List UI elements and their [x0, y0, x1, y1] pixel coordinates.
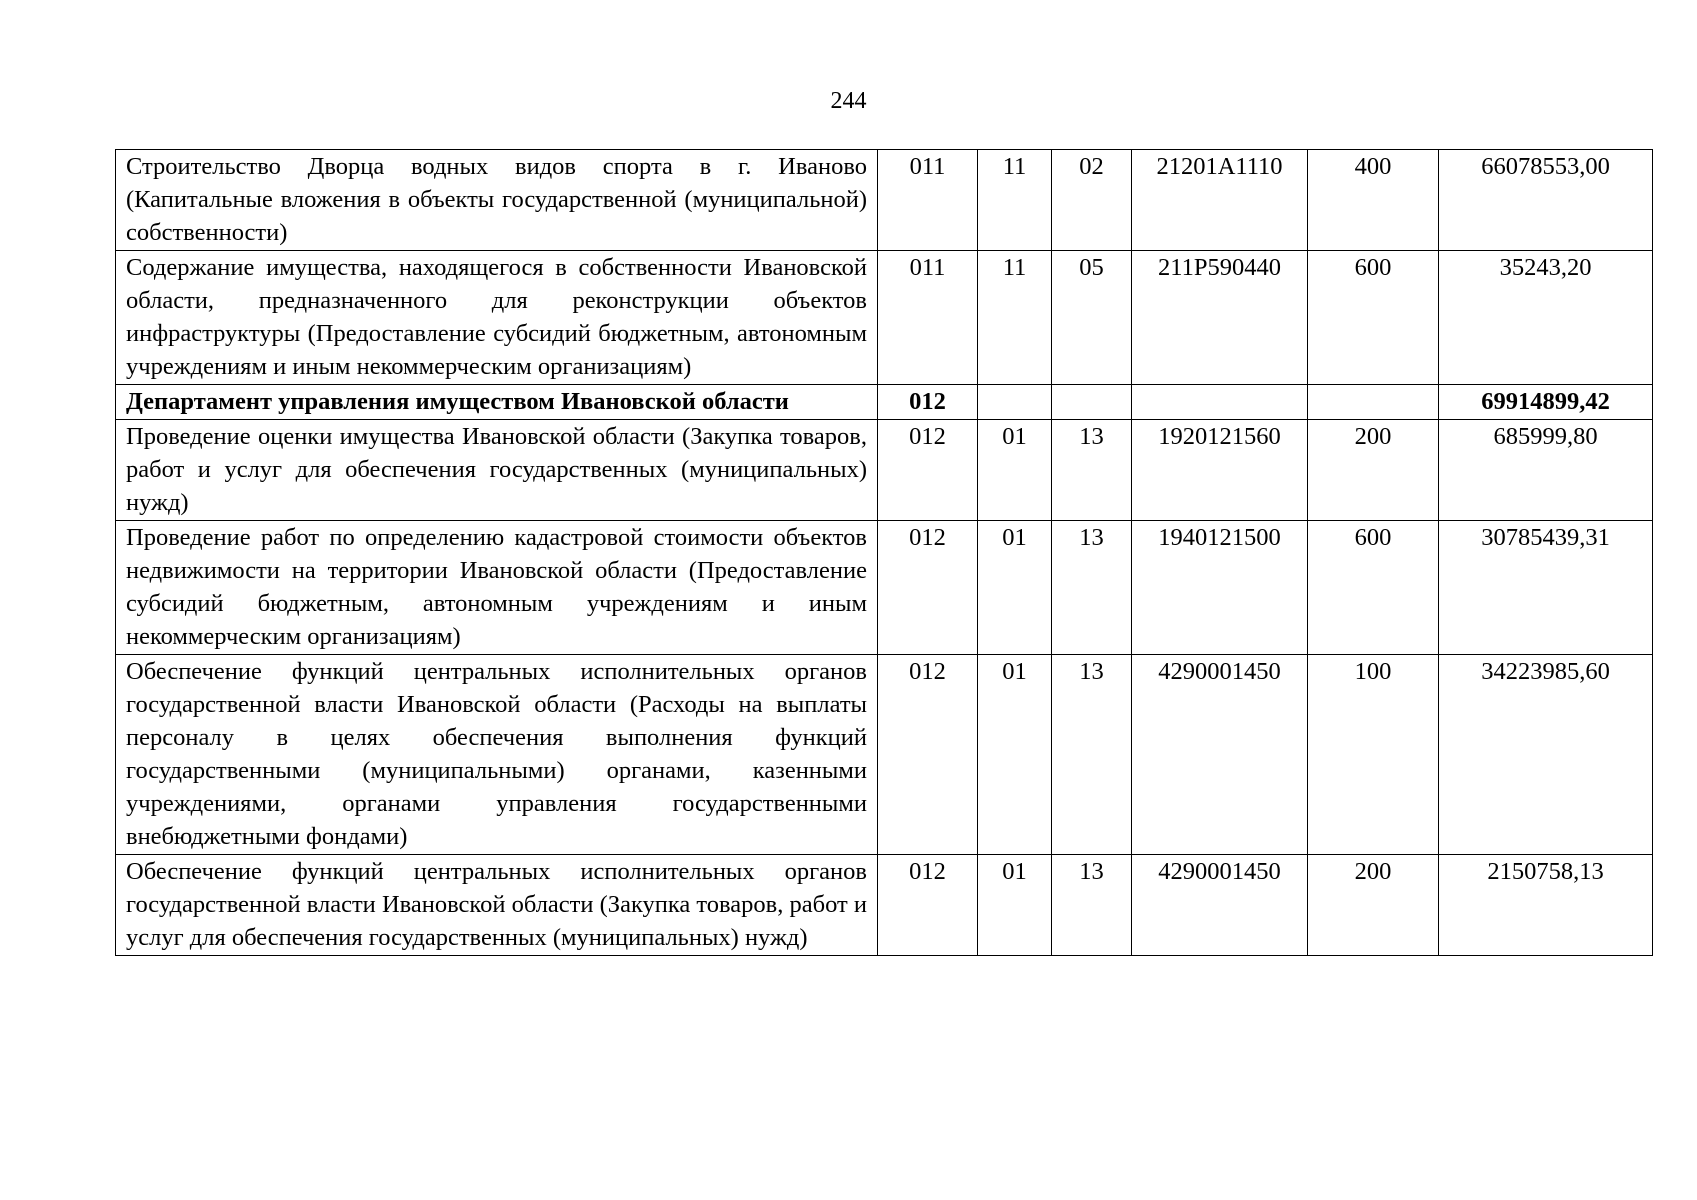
target-article-code — [1132, 385, 1308, 420]
table-row — [116, 655, 1653, 855]
ministry-code: 012 — [878, 521, 978, 655]
ministry-code: 012 — [878, 655, 978, 855]
ministry-code: 011 — [878, 251, 978, 385]
section-code: 11 — [978, 150, 1052, 251]
row-description: Обеспечение функций центральных исполнительных органов государственной власти Ивановской области (Закупка товаров, работ и услуг для обеспечения государственных (муниципальных) нужд) — [116, 855, 878, 956]
subsection-code: 13 — [1052, 855, 1132, 956]
table-row — [116, 521, 1653, 655]
amount: 69914899,42 — [1439, 385, 1653, 420]
target-article-code: 4290001450 — [1132, 655, 1308, 855]
ministry-code: 012 — [878, 385, 978, 420]
expense-type-code: 600 — [1308, 251, 1439, 385]
subsection-code: 13 — [1052, 655, 1132, 855]
expense-type-code: 600 — [1308, 521, 1439, 655]
amount: 2150758,13 — [1439, 855, 1653, 956]
table-row — [116, 251, 1653, 385]
ministry-code: 012 — [878, 420, 978, 521]
target-article-code: 1920121560 — [1132, 420, 1308, 521]
table-row — [116, 420, 1653, 521]
section-code: 01 — [978, 420, 1052, 521]
row-description: Департамент управления имуществом Ивановской области — [116, 385, 878, 420]
amount: 685999,80 — [1439, 420, 1653, 521]
target-article-code: 211P590440 — [1132, 251, 1308, 385]
table-row-department — [116, 385, 1653, 420]
row-description: Проведение работ по определению кадастровой стоимости объектов недвижимости на территории Ивановской области (Предоставление субсидий бюджетным, автономным учреждениям и иным некоммерческим организациям) — [116, 521, 878, 655]
expense-type-code: 200 — [1308, 855, 1439, 956]
target-article-code: 1940121500 — [1132, 521, 1308, 655]
section-code — [978, 385, 1052, 420]
target-article-code: 21201А1110 — [1132, 150, 1308, 251]
ministry-code: 011 — [878, 150, 978, 251]
table-row — [116, 855, 1653, 956]
amount: 30785439,31 — [1439, 521, 1653, 655]
row-description: Проведение оценки имущества Ивановской области (Закупка товаров, работ и услуг для обеспечения государственных (муниципальных) нужд) — [116, 420, 878, 521]
expense-type-code — [1308, 385, 1439, 420]
subsection-code — [1052, 385, 1132, 420]
target-article-code: 4290001450 — [1132, 855, 1308, 956]
subsection-code: 13 — [1052, 420, 1132, 521]
subsection-code: 02 — [1052, 150, 1132, 251]
expense-type-code: 100 — [1308, 655, 1439, 855]
section-code: 11 — [978, 251, 1052, 385]
amount: 66078553,00 — [1439, 150, 1653, 251]
ministry-code: 012 — [878, 855, 978, 956]
section-code: 01 — [978, 655, 1052, 855]
section-code: 01 — [978, 855, 1052, 956]
expense-type-code: 200 — [1308, 420, 1439, 521]
row-description: Строительство Дворца водных видов спорта в г. Иваново (Капитальные вложения в объекты государственной (муниципальной) собственности) — [116, 150, 878, 251]
expense-type-code: 400 — [1308, 150, 1439, 251]
page-number: 244 — [830, 88, 867, 114]
budget-table — [115, 149, 1653, 956]
section-code: 01 — [978, 521, 1052, 655]
amount: 34223985,60 — [1439, 655, 1653, 855]
row-description: Обеспечение функций центральных исполнительных органов государственной власти Ивановской области (Расходы на выплаты персоналу в целях обеспечения выполнения функций государственными (муниципальными) органами, казенными учреждениями, органами управления государственными внебюджетными фондами) — [116, 655, 878, 855]
amount: 35243,20 — [1439, 251, 1653, 385]
table-row — [116, 150, 1653, 251]
subsection-code: 13 — [1052, 521, 1132, 655]
row-description: Содержание имущества, находящегося в собственности Ивановской области, предназначенного для реконструкции объектов инфраструктуры (Предоставление субсидий бюджетным, автономным учреждениям и иным некоммерческим организациям) — [116, 251, 878, 385]
subsection-code: 05 — [1052, 251, 1132, 385]
